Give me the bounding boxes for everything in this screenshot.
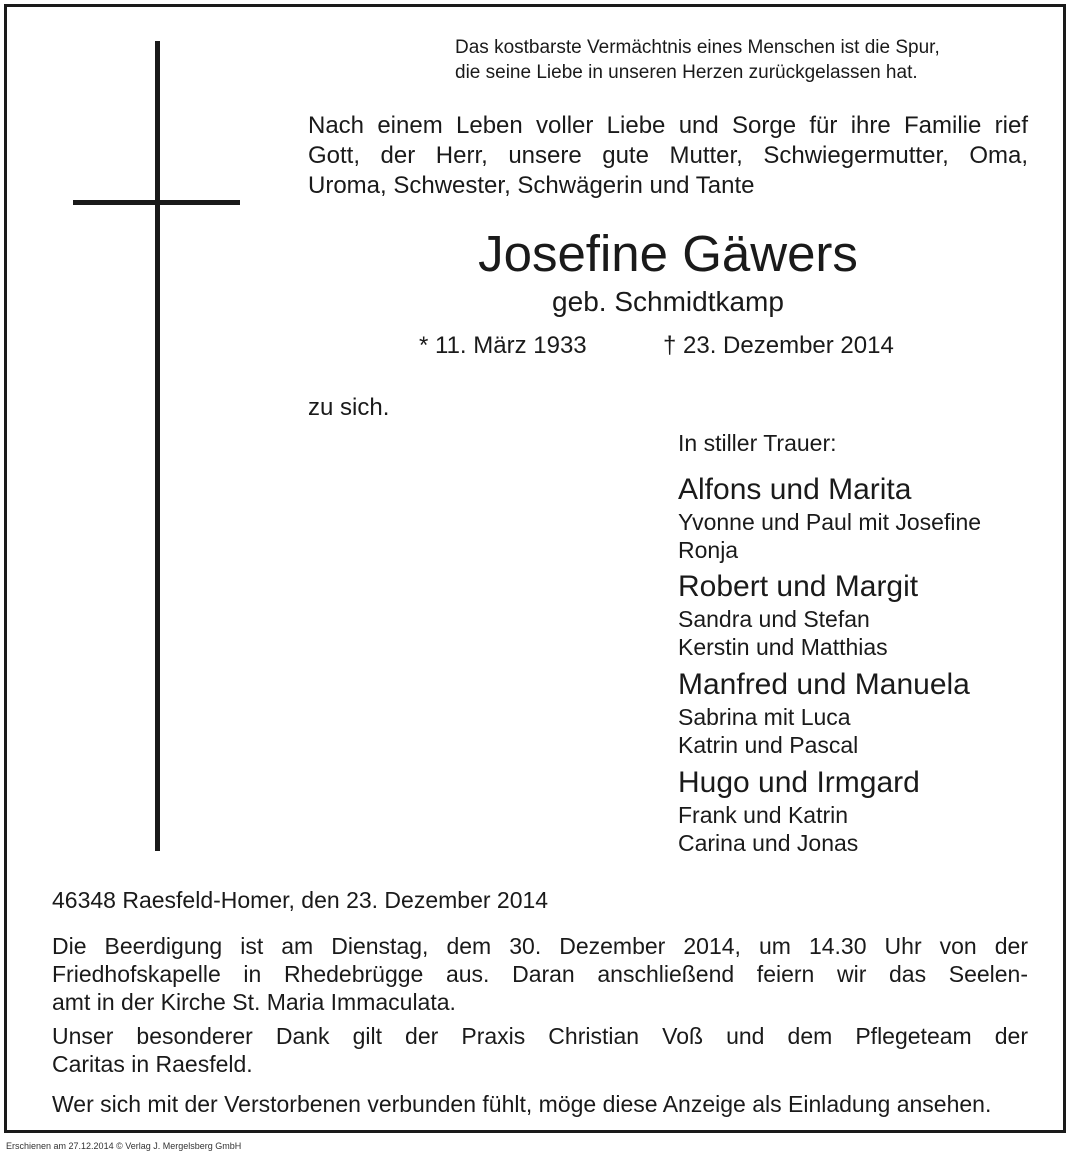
deceased-name: Josefine Gäwers: [478, 225, 858, 282]
invitation-note: [52, 1090, 1028, 1118]
family-member: Frank und Katrin: [678, 802, 849, 828]
memorial-quote: [455, 35, 940, 85]
family-group: [678, 569, 918, 661]
family-member: Katrin und Pascal: [678, 732, 859, 758]
family-member: Ronja: [678, 537, 739, 563]
intro-closing: zu sich.: [308, 394, 390, 421]
family-head: Hugo und Irmgard: [678, 766, 920, 799]
mourning-label: In stiller Trauer:: [678, 430, 837, 456]
family-group: [678, 765, 920, 857]
family-member: Kerstin und Matthias: [678, 634, 888, 660]
family-member: Sabrina mit Luca: [678, 704, 851, 730]
funeral-line: Friedhofskapelle in Rhedebrügge aus. Daran anschließend feiern wir das Seelen-: [52, 961, 1028, 987]
funeral-line: Die Beerdigung ist am Dienstag, dem 30. Dezember 2014, um 14.30 Uhr von der: [52, 933, 1028, 959]
intro-text: [308, 111, 1028, 201]
death-date: † 23. Dezember 2014: [663, 332, 894, 359]
quote-line: die seine Liebe in unseren Herzen zurückgelassen hat.: [455, 62, 918, 83]
family-member: Carina und Jonas: [678, 830, 859, 856]
family-group: [678, 472, 981, 564]
invitation-line: Wer sich mit der Verstorbenen verbunden fühlt, möge diese Anzeige als Einladung ansehen.: [52, 1091, 992, 1117]
family-member: Sandra und Stefan: [678, 606, 870, 632]
birth-date: * 11. März 1933: [419, 332, 587, 359]
intro-line: Uroma, Schwester, Schwägerin und Tante: [308, 172, 755, 199]
family-group: [678, 667, 970, 759]
intro-line: Nach einem Leben voller Liebe und Sorge für ihre Familie rief: [308, 112, 1028, 139]
quote-line: Das kostbarste Vermächtnis eines Menschen ist die Spur,: [455, 37, 940, 58]
place-date: 46348 Raesfeld-Homer, den 23. Dezember 2014: [52, 887, 549, 913]
cross-vertical-bar: [155, 41, 160, 851]
funeral-info: [52, 932, 1028, 1016]
family-head: Manfred und Manuela: [678, 668, 970, 701]
family-member: Yvonne und Paul mit Josefine: [678, 509, 982, 535]
publication-footer: Erschienen am 27.12.2014 © Verlag J. Mergelsberg GmbH: [6, 1141, 242, 1151]
family-head: Alfons und Marita: [678, 473, 912, 506]
cross-horizontal-bar: [73, 200, 240, 205]
thanks-note: [52, 1022, 1028, 1078]
thanks-line: Unser besonderer Dank gilt der Praxis Christian Voß und dem Pflegeteam der: [52, 1023, 1028, 1049]
thanks-line: Caritas in Raesfeld.: [52, 1051, 253, 1077]
birth-name: geb. Schmidtkamp: [552, 286, 784, 317]
funeral-line: amt in der Kirche St. Maria Immaculata.: [52, 989, 456, 1015]
family-head: Robert und Margit: [678, 570, 919, 603]
intro-line: Gott, der Herr, unsere gute Mutter, Schwiegermutter, Oma,: [308, 142, 1028, 169]
